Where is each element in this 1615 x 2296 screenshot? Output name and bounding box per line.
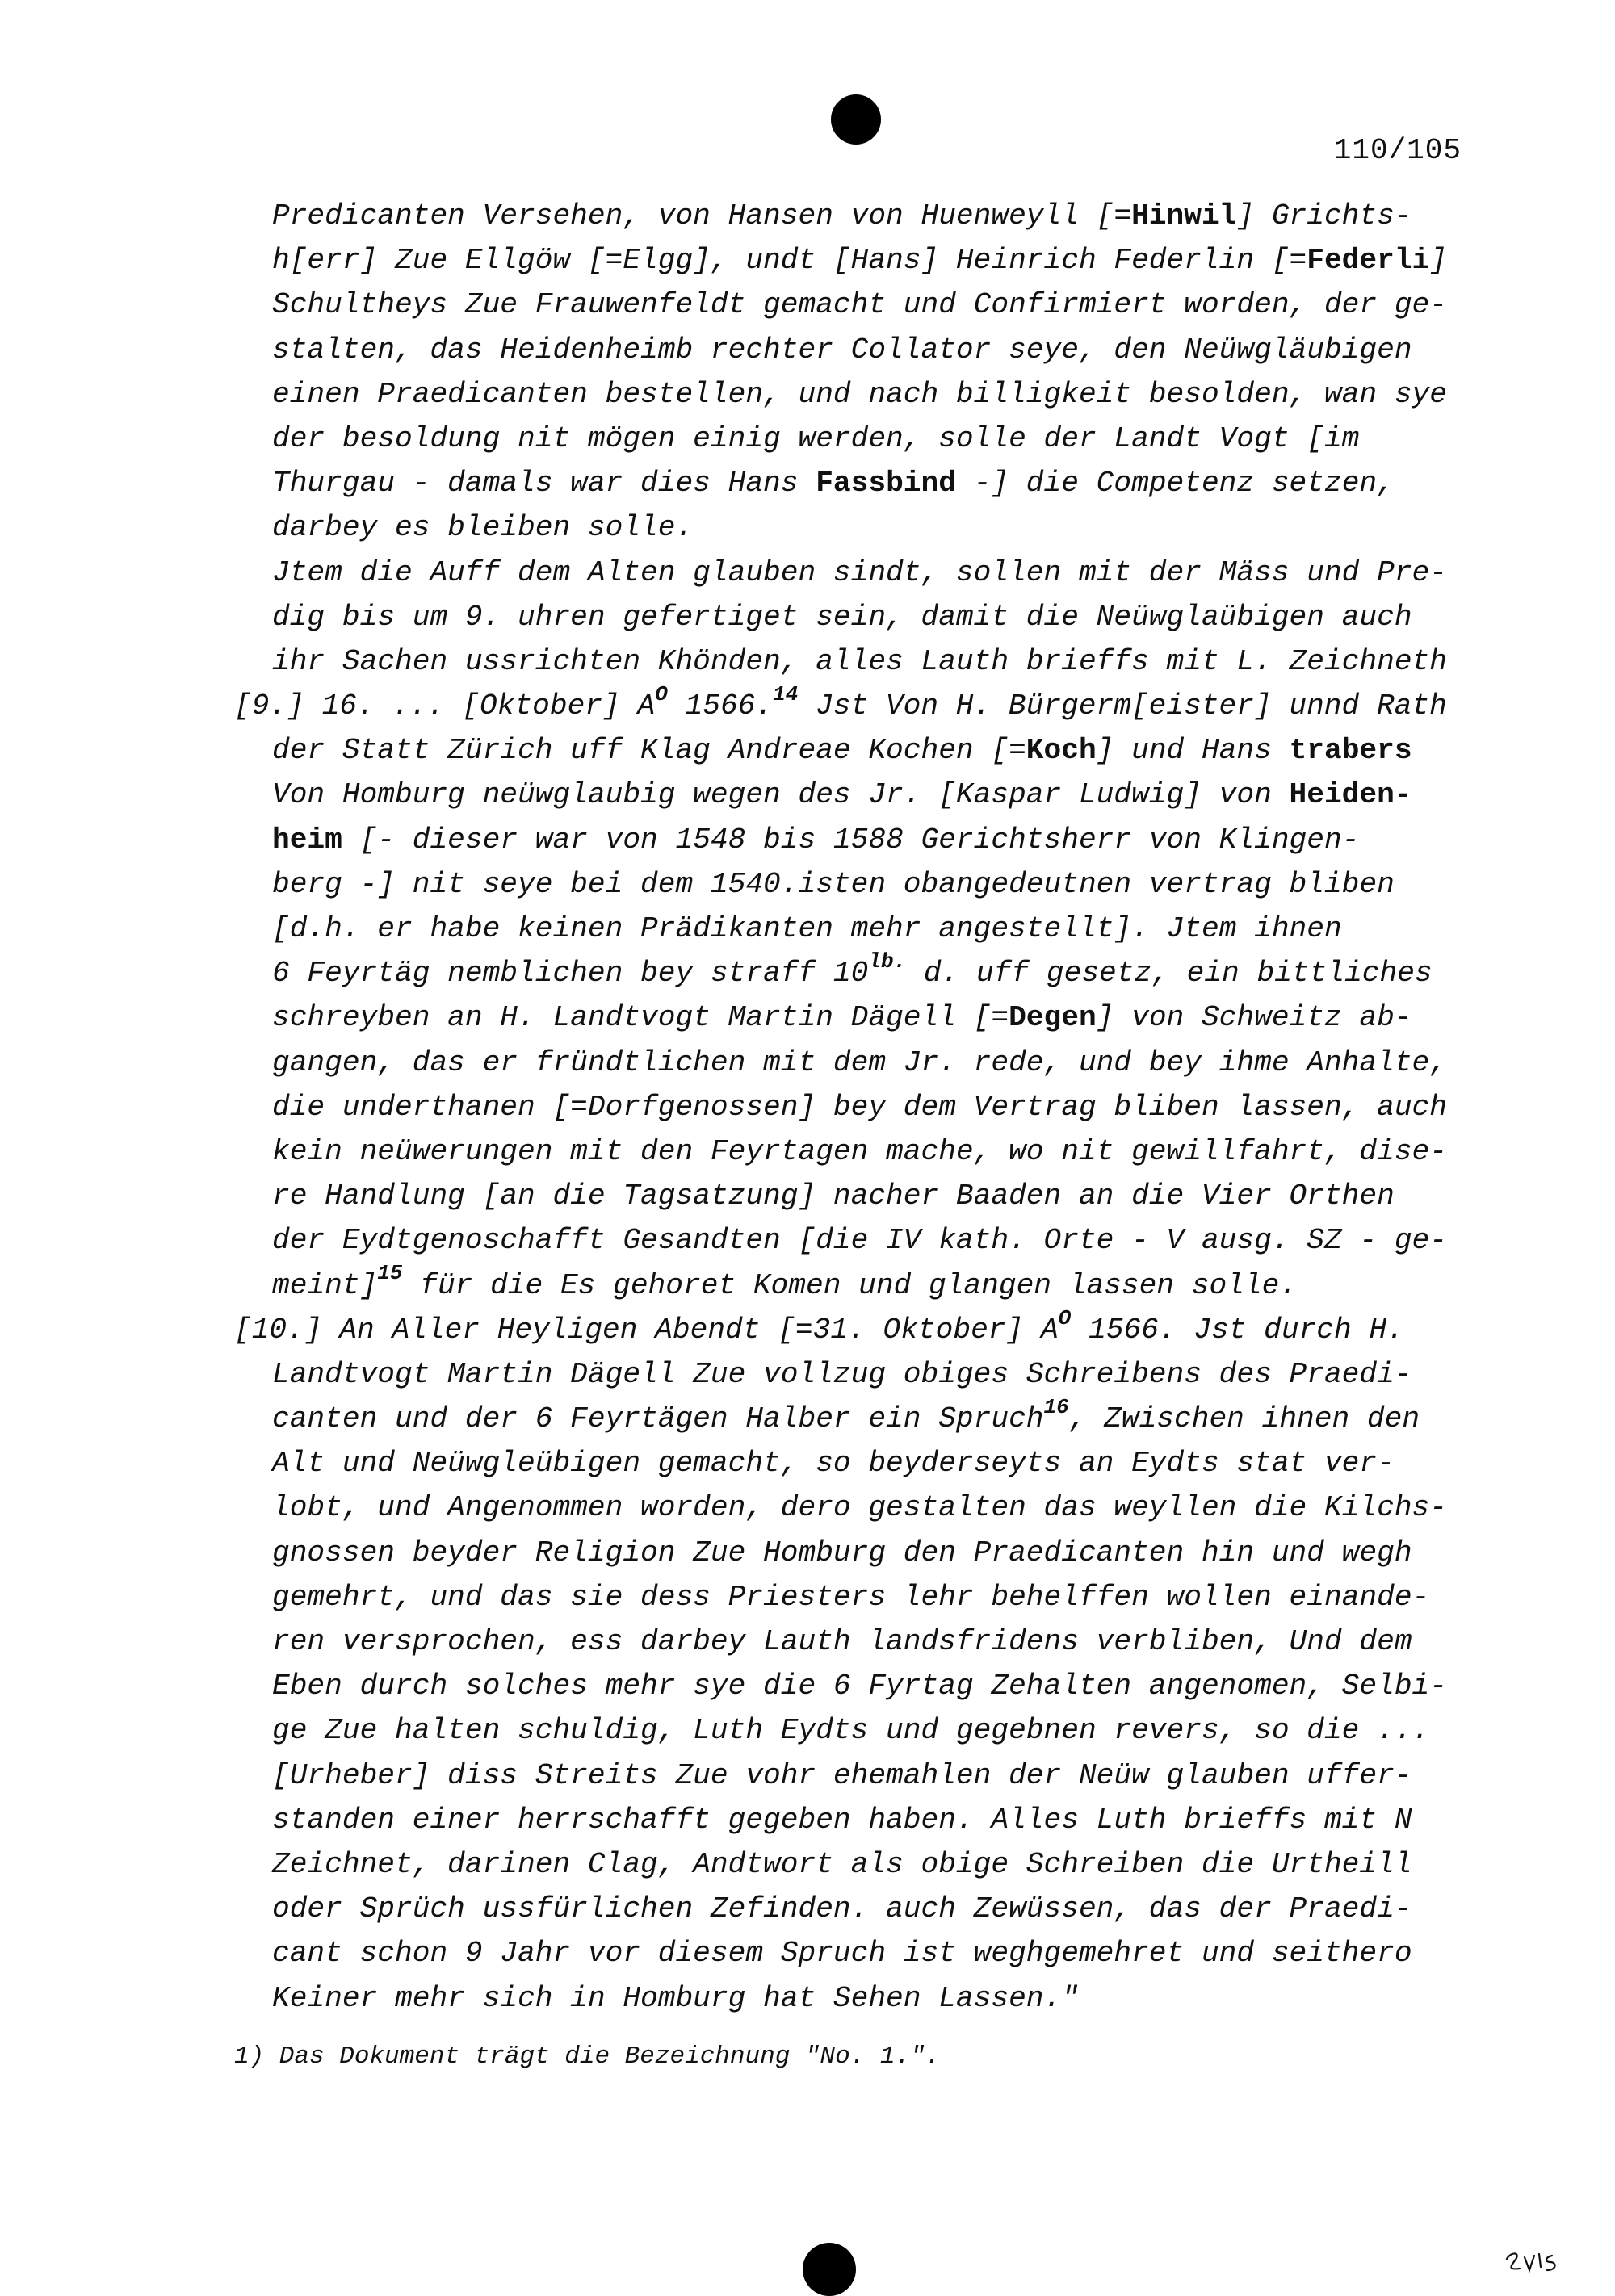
text-line — [234, 1485, 1478, 1530]
text-line — [234, 194, 1478, 238]
text-line — [234, 1129, 1478, 1174]
text-segment: , Zwischen ihnen den — [1068, 1402, 1420, 1436]
text-segment: ] — [1429, 244, 1447, 278]
text-segment: gangen, das er fründtlichen mit dem Jr. rede, und bey ihme Anhalte, — [272, 1045, 1447, 1079]
text-segment: Jst Von H. Bürgerm[eister] unnd Rath — [798, 689, 1447, 723]
text-line — [234, 1085, 1478, 1129]
text-line — [234, 1619, 1478, 1664]
text-segment: gemehrt, und das sie dess Priesters lehr behelffen wollen einande- — [272, 1580, 1430, 1614]
text-segment: Schultheys Zue Frauwenfeldt gemacht und Confirmiert worden, der ge- — [272, 288, 1447, 322]
text-segment: 1566. — [667, 689, 774, 723]
bold-name: heim — [272, 823, 342, 857]
text-segment: für die Es gehoret Komen und glangen lassen solle. — [402, 1268, 1298, 1302]
text-segment: [Urheber] diss Streits Zue vohr ehemahlen der Neüw glauben uffer- — [272, 1758, 1412, 1792]
page-number: 110/105 — [1333, 134, 1462, 167]
text-line — [234, 283, 1478, 327]
superscript: O — [1058, 1305, 1072, 1330]
text-segment: lobt, und Angenommen worden, dero gestalten das weyllen die Kilchs- — [272, 1491, 1447, 1525]
text-segment: Eben durch solches mehr sye die 6 Fyrtag Zehalten angenomen, Selbi- — [272, 1670, 1447, 1703]
text-segment: Landtvogt Martin Dägell Zue vollzug obiges Schreibens des Praedi- — [272, 1357, 1412, 1391]
text-line — [234, 551, 1478, 595]
bold-name: Fassbind — [816, 467, 956, 501]
text-segment: Alt und Neüwgleübigen gemacht, so beyderseyts an Eydts stat ver- — [272, 1447, 1395, 1481]
text-segment: einen Praedicanten bestellen, und nach billigkeit besolden, wan sye — [272, 377, 1447, 411]
text-line — [234, 1575, 1478, 1619]
text-segment: ] Grichts- — [1236, 199, 1412, 233]
text-segment: Von Homburg neüwglaubig wegen des Jr. [Kaspar Ludwig] von — [272, 778, 1290, 812]
bold-name: Koch — [1026, 734, 1097, 768]
text-line — [234, 1798, 1478, 1842]
bold-name: Heiden- — [1289, 778, 1412, 812]
superscript: 16 — [1043, 1395, 1069, 1419]
text-segment: ren versprochen, ess darbey Lauth landsfridens verbliben, Und dem — [272, 1625, 1412, 1658]
bold-name: Hinwil — [1131, 199, 1237, 233]
bold-name: Degen — [1009, 1001, 1097, 1035]
text-line — [234, 1931, 1478, 1975]
text-line — [234, 372, 1478, 417]
text-segment: 6 Feyrtäg nemblichen bey straff 10 — [272, 957, 869, 991]
footnote: 1) Das Dokument trägt die Bezeichnung "No. 1.". — [234, 2043, 941, 2071]
text-line — [234, 417, 1478, 461]
text-line — [234, 862, 1478, 907]
text-segment: gnossen beyder Religion Zue Homburg den Praedicanten hin und wegh — [272, 1536, 1412, 1569]
text-line — [234, 1753, 1478, 1798]
text-segment: standen einer herrschafft gegeben haben. Alles Luth brieffs mit N — [272, 1803, 1412, 1837]
text-segment: oder Sprüch ussfürlichen Zefinden. auch Zewüssen, das der Praedi- — [272, 1892, 1412, 1926]
text-segment: dig bis um 9. uhren gefertiget sein, damit die Neüwglaübigen auch — [272, 600, 1412, 634]
text-line — [234, 773, 1478, 817]
text-line — [234, 1263, 1478, 1308]
bold-name: trabers — [1289, 734, 1412, 768]
text-segment: Keiner mehr sich in Homburg hat Sehen Lassen." — [272, 1981, 1079, 2015]
superscript: lb. — [868, 949, 907, 974]
text-segment: re Handlung [an die Tagsatzung] nacher Baaden an die Vier Orthen — [272, 1179, 1395, 1213]
text-segment: cant schon 9 Jahr vor diesem Spruch ist weghgemehret und seithero — [272, 1937, 1412, 1971]
text-line — [234, 684, 1478, 728]
text-line — [234, 1441, 1478, 1485]
text-segment: [- dieser war von 1548 bis 1588 Gerichtsherr von Klingen- — [342, 823, 1360, 857]
text-segment: ] von Schweitz ab- — [1096, 1001, 1412, 1035]
text-segment: die underthanen [=Dorfgenossen] bey dem Vertrag bliben lassen, auch — [272, 1090, 1447, 1124]
text-segment: berg -] nit seye bei dem 1540.isten obangedeutnen vertrag bliben — [272, 867, 1395, 901]
text-segment: h[err] Zue Ellgöw [=Elgg], undt [Hans] Heinrich Federlin [= — [272, 244, 1307, 278]
text-line — [234, 1976, 1478, 2021]
text-segment: 1566. Jst durch H. — [1071, 1313, 1404, 1347]
text-segment: Jtem die Auff dem Alten glauben sindt, sollen mit der Mäss und Pre- — [272, 555, 1447, 589]
text-line — [234, 1708, 1478, 1753]
text-line — [234, 639, 1478, 684]
text-segment: Predicanten Versehen, von Hansen von Huenweyll [= — [272, 199, 1132, 233]
superscript: 15 — [377, 1261, 403, 1286]
text-line — [234, 238, 1478, 283]
text-segment: kein neüwerungen mit den Feyrtagen mache, wo nit gewillfahrt, dise- — [272, 1134, 1447, 1168]
text-segment: d. uff gesetz, ein bittliches — [906, 957, 1433, 991]
text-line — [234, 1664, 1478, 1708]
text-segment: der besoldung nit mögen einig werden, solle der Landt Vogt [im — [272, 421, 1360, 455]
text-line — [234, 1218, 1478, 1263]
text-segment: schreyben an H. Landtvogt Martin Dägell [= — [272, 1001, 1009, 1035]
text-line — [234, 728, 1478, 773]
text-line — [234, 1041, 1478, 1085]
text-line — [234, 1352, 1478, 1397]
superscript: O — [655, 682, 668, 706]
text-line — [234, 995, 1478, 1040]
text-segment: stalten, das Heidenheimb rechter Collator seye, den Neüwgläubigen — [272, 333, 1412, 367]
text-segment: -] die Competenz setzen, — [955, 467, 1395, 501]
text-segment: der Eydtgenoschafft Gesandten [die IV kath. Orte - V ausg. SZ - ge- — [272, 1224, 1447, 1258]
text-segment: ihr Sachen ussrichten Khönden, alles Lauth brieffs mit L. Zeichneth — [272, 644, 1447, 678]
text-segment: [10.] An Aller Heyligen Abendt [=31. Oktober] A — [234, 1313, 1059, 1347]
text-segment: [9.] 16. ... [Oktober] A — [234, 689, 656, 723]
text-line — [234, 818, 1478, 862]
text-segment: [d.h. er habe keinen Prädikanten mehr angestellt]. Jtem ihnen — [272, 912, 1342, 945]
text-line — [234, 505, 1478, 550]
text-line — [234, 1305, 1478, 1352]
text-segment: ge Zue halten schuldig, Luth Eydts und gegebnen revers, so die ... — [272, 1714, 1430, 1748]
text-line — [234, 951, 1478, 995]
text-segment: der Statt Zürich uff Klag Andreae Kochen [= — [272, 734, 1026, 768]
text-segment: darbey es bleiben solle. — [272, 511, 694, 545]
handwritten-signature — [1504, 2249, 1584, 2273]
text-segment: ] und Hans — [1096, 734, 1290, 768]
text-line — [234, 907, 1478, 951]
punch-hole-bottom — [803, 2243, 856, 2296]
punch-hole-top — [831, 94, 881, 145]
text-line — [234, 461, 1478, 505]
text-line — [234, 1531, 1478, 1575]
text-line — [234, 1887, 1478, 1931]
text-line — [234, 1842, 1478, 1887]
text-segment: canten und der 6 Feyrtägen Halber ein Spruch — [272, 1402, 1044, 1436]
text-line — [234, 1174, 1478, 1218]
text-line — [234, 595, 1478, 639]
text-segment: meint] — [272, 1268, 378, 1302]
bold-name: Federli — [1307, 244, 1430, 278]
text-line — [234, 328, 1478, 372]
body-text — [234, 194, 1478, 2021]
text-line — [234, 1397, 1478, 1441]
text-segment: Zeichnet, darinen Clag, Andtwort als obige Schreiben die Urtheill — [272, 1847, 1412, 1881]
text-segment: Thurgau - damals war dies Hans — [272, 467, 816, 501]
superscript: 14 — [773, 682, 799, 706]
